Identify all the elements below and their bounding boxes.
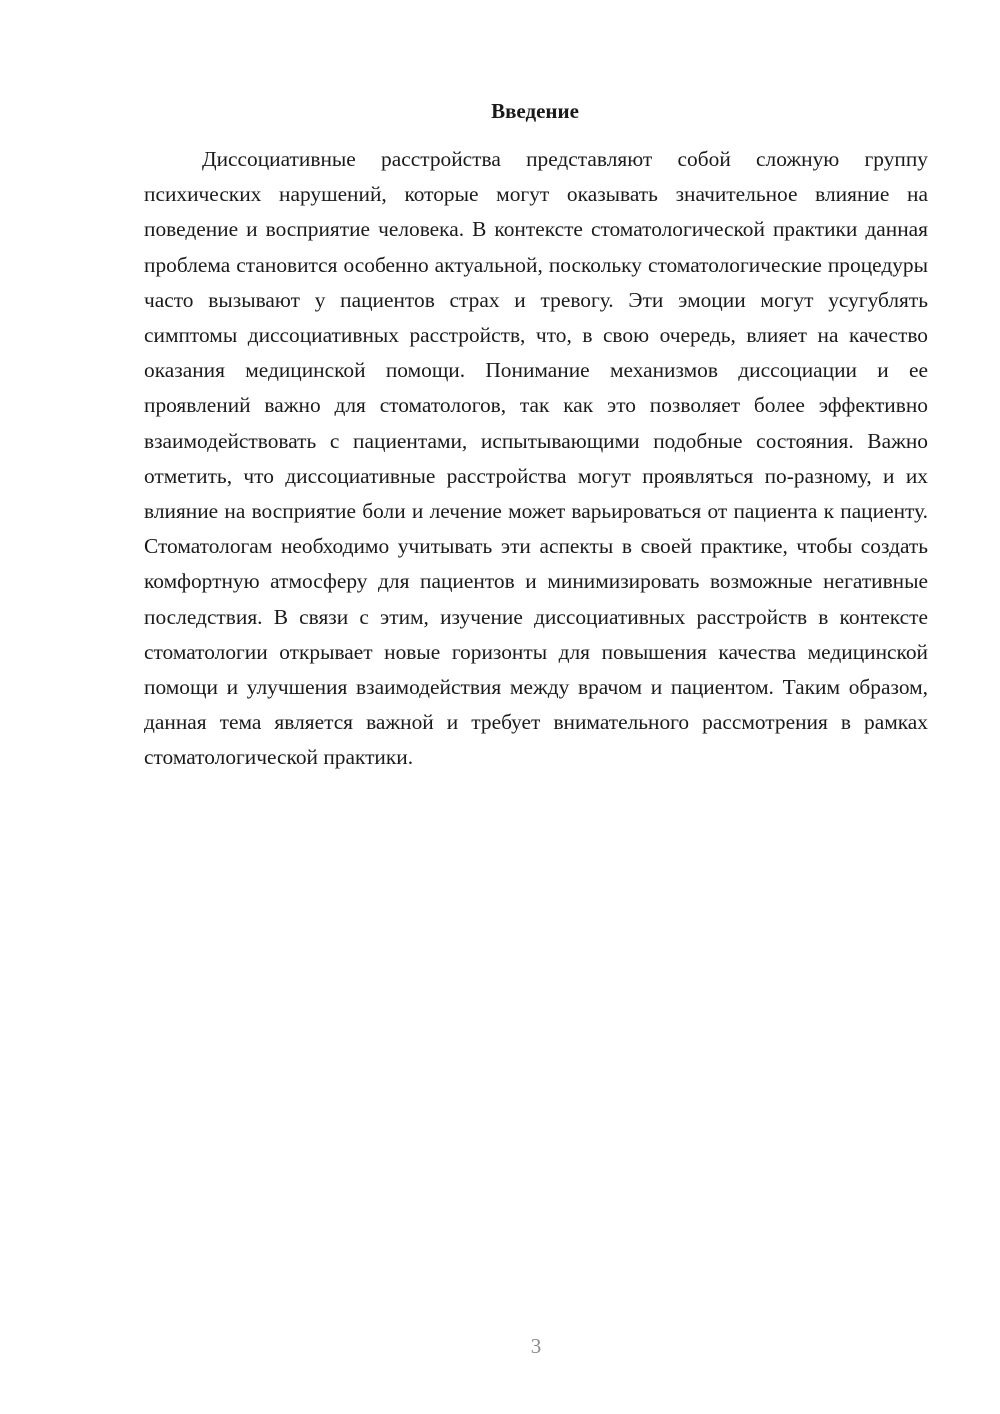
body-paragraph: Диссоциативные расстройства представляют собой сложную группу психических нарушений, которые могут оказывать значительное влияние на поведение и восприятие человека. В контексте стоматологической практики данная проблема становится особенно актуальной, поскольку стоматологические процедуры часто вызывают у пациентов страх и тревогу. Эти эмоции могут усугублять симптомы диссоциативных расстройств, что, в свою очередь, влияет на качество оказания медицинской помощи. Понимание механизмов диссоциации и ее проявлений важно для стоматологов, так как это позволяет более эффективно взаимодействовать с пациентами, испытывающими подобные состояния. Важно отметить, что диссоциативные расстройства могут проявляться по-разному, и их влияние на восприятие боли и лечение может варьироваться от пациента к пациенту. Стоматологам необходимо учитывать эти аспекты в своей практике, чтобы создать комфортную атмосферу для пациентов и минимизировать возможные негативные последствия. В связи с этим, изучение диссоциативных расстройств в контексте стоматологии открывает новые горизонты для повышения качества медицинской помощи и улучшения взаимодействия между врачом и пациентом. Таким образом, данная тема является важной и требует внимательного рассмотрения в рамках стоматологической практики.	[144, 147, 928, 770]
section-heading: Введение	[491, 99, 579, 123]
page-number: 3	[530, 1334, 542, 1358]
